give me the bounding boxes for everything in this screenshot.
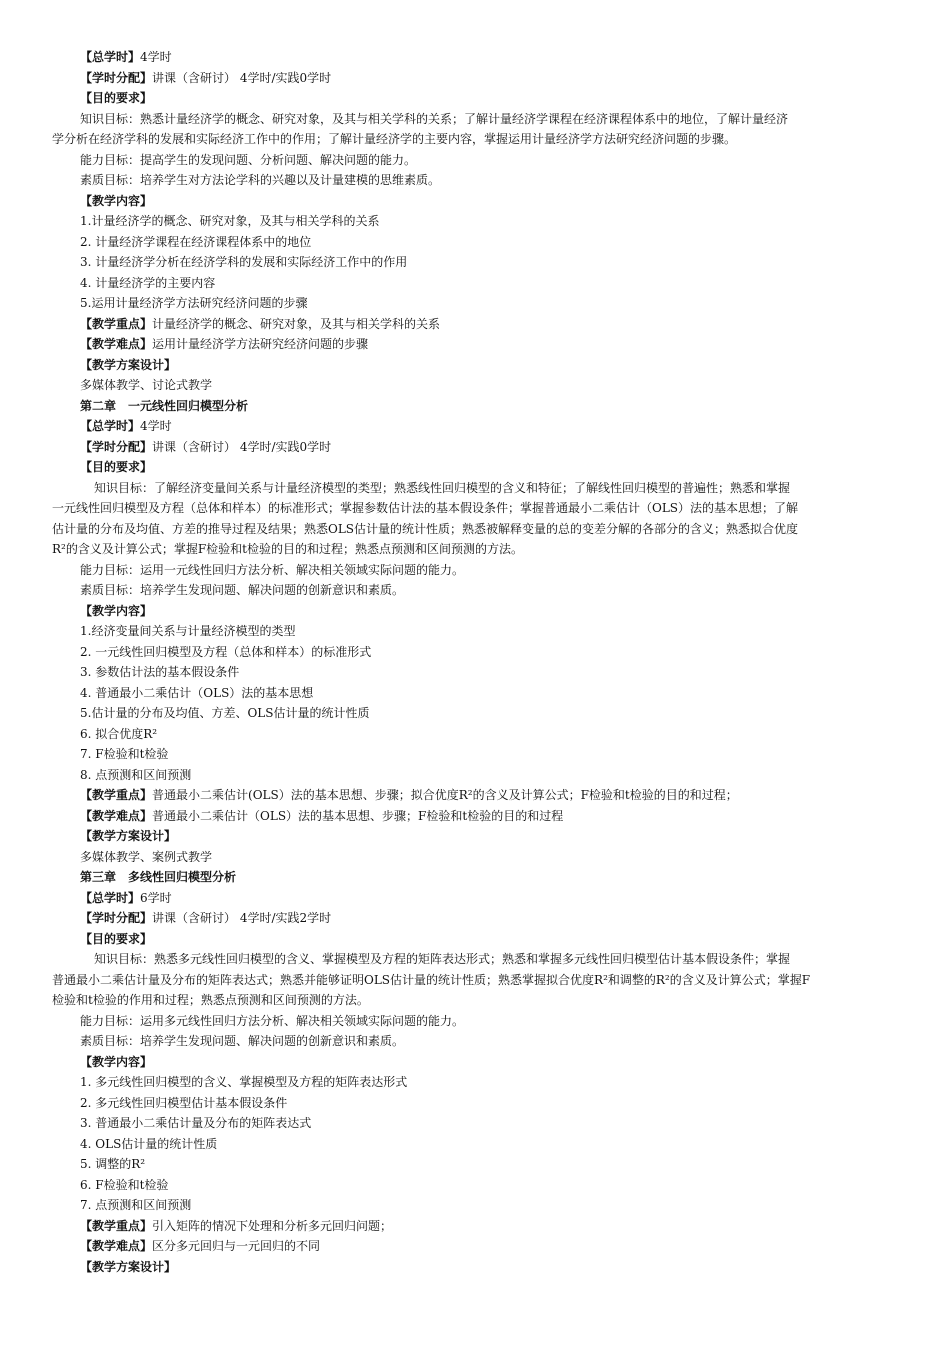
section-heading: 【教学方案设计】 [80,358,177,372]
line-text: 2. 一元线性回归模型及方程（总体和样本）的标准形式 [80,645,372,659]
line-text: 6. F检验和t检验 [80,1178,169,1192]
line-text: 知识目标：熟悉多元线性回归模型的含义、掌握模型及方程的矩阵表达形式；熟悉和掌握多元线性回归模型估计基本假设条件；掌握 [94,952,791,966]
text-line [52,973,810,987]
section-heading: 【教学内容】 [80,604,153,618]
line-text: 能力目标：运用一元线性回归方法分析、解决相关领域实际问题的能力。 [80,563,465,577]
line-text: 一元线性回归模型及方程（总体和样本）的标准形式；掌握参数估计法的基本假设条件；掌握普通最小二乘估计（OLS）法的基本思想；了解 [52,501,799,515]
line-text: 8. 点预测和区间预测 [80,768,192,782]
line-text: 4. 普通最小二乘估计（OLS）法的基本思想 [80,686,314,700]
line-text: 4. OLS估计量的统计性质 [80,1137,218,1151]
text-line [80,296,307,310]
section-heading: 【总学时】 [80,419,141,433]
text-line [80,1219,392,1233]
section-heading: 【教学难点】 [80,809,153,823]
text-line [80,276,215,290]
text-line [80,788,738,802]
section-heading: 【学时分配】 [80,911,153,925]
text-line [80,358,176,372]
line-text: 5.运用计量经济学方法研究经济问题的步骤 [80,296,308,310]
section-heading: 【目的要求】 [80,460,153,474]
text-line [80,829,176,843]
line-text: 引入矩阵的情况下处理和分析多元回归问题； [152,1219,393,1233]
text-line [80,235,311,249]
section-heading: 【总学时】 [80,50,141,64]
text-line [80,1198,191,1212]
text-line [80,194,152,208]
text-line [94,481,790,495]
line-text: 普通最小二乘估计(OLS）法的基本思想、步骤；拟合优度R²的含义及计算公式；F检验和t检验的目的和过程； [152,788,738,802]
text-line [80,214,379,228]
line-text: 1.经济变量间关系与计量经济模型的类型 [80,624,296,638]
text-line [80,665,239,679]
line-text: 区分多元回归与一元回归的不同 [152,1239,321,1253]
section-heading: 【目的要求】 [80,932,153,946]
text-line [80,460,152,474]
line-text: 5. 调整的R² [80,1157,146,1171]
line-text: 3. 计量经济学分析在经济学科的发展和实际经济工作中的作用 [80,255,408,269]
line-text: 检验和t检验的作用和过程；熟悉点预测和区间预测的方法。 [52,993,369,1007]
section-heading: 【教学难点】 [80,337,153,351]
text-line [80,91,152,105]
section-heading: 【教学方案设计】 [80,829,177,843]
line-text: 素质目标：培养学生对方法论学科的兴趣以及计量建模的思维素质。 [80,173,441,187]
line-text: 讲课（含研讨） 4学时/实践2学时 [152,911,332,925]
text-line [80,1055,152,1069]
text-line [80,1034,404,1048]
text-line [80,50,172,64]
text-line [80,1096,287,1110]
line-text: 计量经济学的概念、研究对象，及其与相关学科的关系 [152,317,441,331]
text-line [80,727,157,741]
section-heading: 【教学重点】 [80,317,153,331]
line-text: 知识目标：了解经济变量间关系与计量经济模型的类型；熟悉线性回归模型的含义和特征；了解线性回归模型的普遍性；熟悉和掌握 [94,481,791,495]
text-line [80,378,212,392]
line-text: 素质目标：培养学生发现问题、解决问题的创新意识和素质。 [80,583,405,597]
text-line [80,645,371,659]
section-heading: 【教学方案设计】 [80,1260,177,1274]
text-line [80,399,248,413]
section-heading: 第二章 一元线性回归模型分析 [80,399,249,413]
text-line [80,153,416,167]
section-heading: 【教学内容】 [80,194,153,208]
text-line [80,706,369,720]
line-text: 4学时 [140,50,172,64]
line-text: 4. 计量经济学的主要内容 [80,276,216,290]
section-heading: 第三章 多线性回归模型分析 [80,870,237,884]
text-line [80,583,404,597]
text-line [80,317,440,331]
line-text: 运用计量经济学方法研究经济问题的步骤 [152,337,369,351]
line-text: 多媒体教学、案例式教学 [80,850,213,864]
line-text: 1. 多元线性回归模型的含义、掌握模型及方程的矩阵表达形式 [80,1075,408,1089]
line-text: 7. F检验和t检验 [80,747,169,761]
line-text: 能力目标：运用多元线性回归方法分析、解决相关领域实际问题的能力。 [80,1014,465,1028]
text-line [80,563,464,577]
text-line [52,132,736,146]
text-line [52,522,798,536]
section-heading: 【学时分配】 [80,71,153,85]
text-line [80,1239,320,1253]
line-text: R²的含义及计算公式；掌握F检验和t检验的目的和过程；熟悉点预测和区间预测的方法。 [52,542,523,556]
section-heading: 【学时分配】 [80,440,153,454]
text-line [80,809,563,823]
line-text: 6. 拟合优度R² [80,727,158,741]
line-text: 多媒体教学、讨论式教学 [80,378,213,392]
text-line [80,747,168,761]
text-line [80,1075,407,1089]
section-heading: 【目的要求】 [80,91,153,105]
line-text: 6学时 [140,891,172,905]
text-line [80,1014,464,1028]
text-line [80,624,295,638]
text-line [80,337,368,351]
line-text: 2. 多元线性回归模型估计基本假设条件 [80,1096,288,1110]
text-line [80,173,440,187]
text-line [80,255,407,269]
text-line [80,870,236,884]
line-text: 4学时 [140,419,172,433]
text-line [94,952,790,966]
line-text: 7. 点预测和区间预测 [80,1198,192,1212]
text-line [80,768,191,782]
line-text: 讲课（含研讨） 4学时/实践0学时 [152,71,332,85]
text-line [80,112,788,126]
text-line [80,1157,145,1171]
line-text: 3. 参数估计法的基本假设条件 [80,665,240,679]
text-line [80,1137,217,1151]
line-text: 2. 计量经济学课程在经济课程体系中的地位 [80,235,312,249]
text-line [80,850,212,864]
text-line [80,1178,168,1192]
line-text: 知识目标：熟悉计量经济学的概念、研究对象，及其与相关学科的关系；了解计量经济学课程在经济课程体系中的地位，了解计量经济 [80,112,789,126]
section-heading: 【教学重点】 [80,1219,153,1233]
text-line [52,993,369,1007]
text-line [80,686,313,700]
text-line [80,932,152,946]
text-line [80,1116,311,1130]
text-line [80,1260,176,1274]
line-text: 3. 普通最小二乘估计量及分布的矩阵表达式 [80,1116,312,1130]
line-text: 讲课（含研讨） 4学时/实践0学时 [152,440,332,454]
text-line [52,542,523,556]
text-line [80,911,331,925]
text-line [52,501,798,515]
text-line [80,604,152,618]
section-heading: 【教学难点】 [80,1239,153,1253]
line-text: 1.计量经济学的概念、研究对象，及其与相关学科的关系 [80,214,380,228]
section-heading: 【教学内容】 [80,1055,153,1069]
line-text: 普通最小二乘估计量及分布的矩阵表达式；熟悉并能够证明OLS估计量的统计性质；熟悉掌握拟合优度R²和调整的R²的含义及计算公式；掌握F [52,973,811,987]
text-line [80,440,331,454]
line-text: 估计量的分布及均值、方差的推导过程及结果；熟悉OLS估计量的统计性质；熟悉被解释变量的总的变差分解的各部分的含义；熟悉拟合优度 [52,522,799,536]
section-heading: 【总学时】 [80,891,141,905]
line-text: 能力目标：提高学生的发现问题、分析问题、解决问题的能力。 [80,153,417,167]
text-line [80,891,172,905]
line-text: 5.估计量的分布及均值、方差、OLS估计量的统计性质 [80,706,370,720]
line-text: 素质目标：培养学生发现问题、解决问题的创新意识和素质。 [80,1034,405,1048]
line-text: 普通最小二乘估计（OLS）法的基本思想、步骤；F检验和t检验的目的和过程 [152,809,564,823]
text-line [80,71,331,85]
line-text: 学分析在经济学科的发展和实际经济工作中的作用；了解计量经济学的主要内容，掌握运用计量经济学方法研究经济问题的步骤。 [52,132,737,146]
section-heading: 【教学重点】 [80,788,153,802]
text-line [80,419,172,433]
